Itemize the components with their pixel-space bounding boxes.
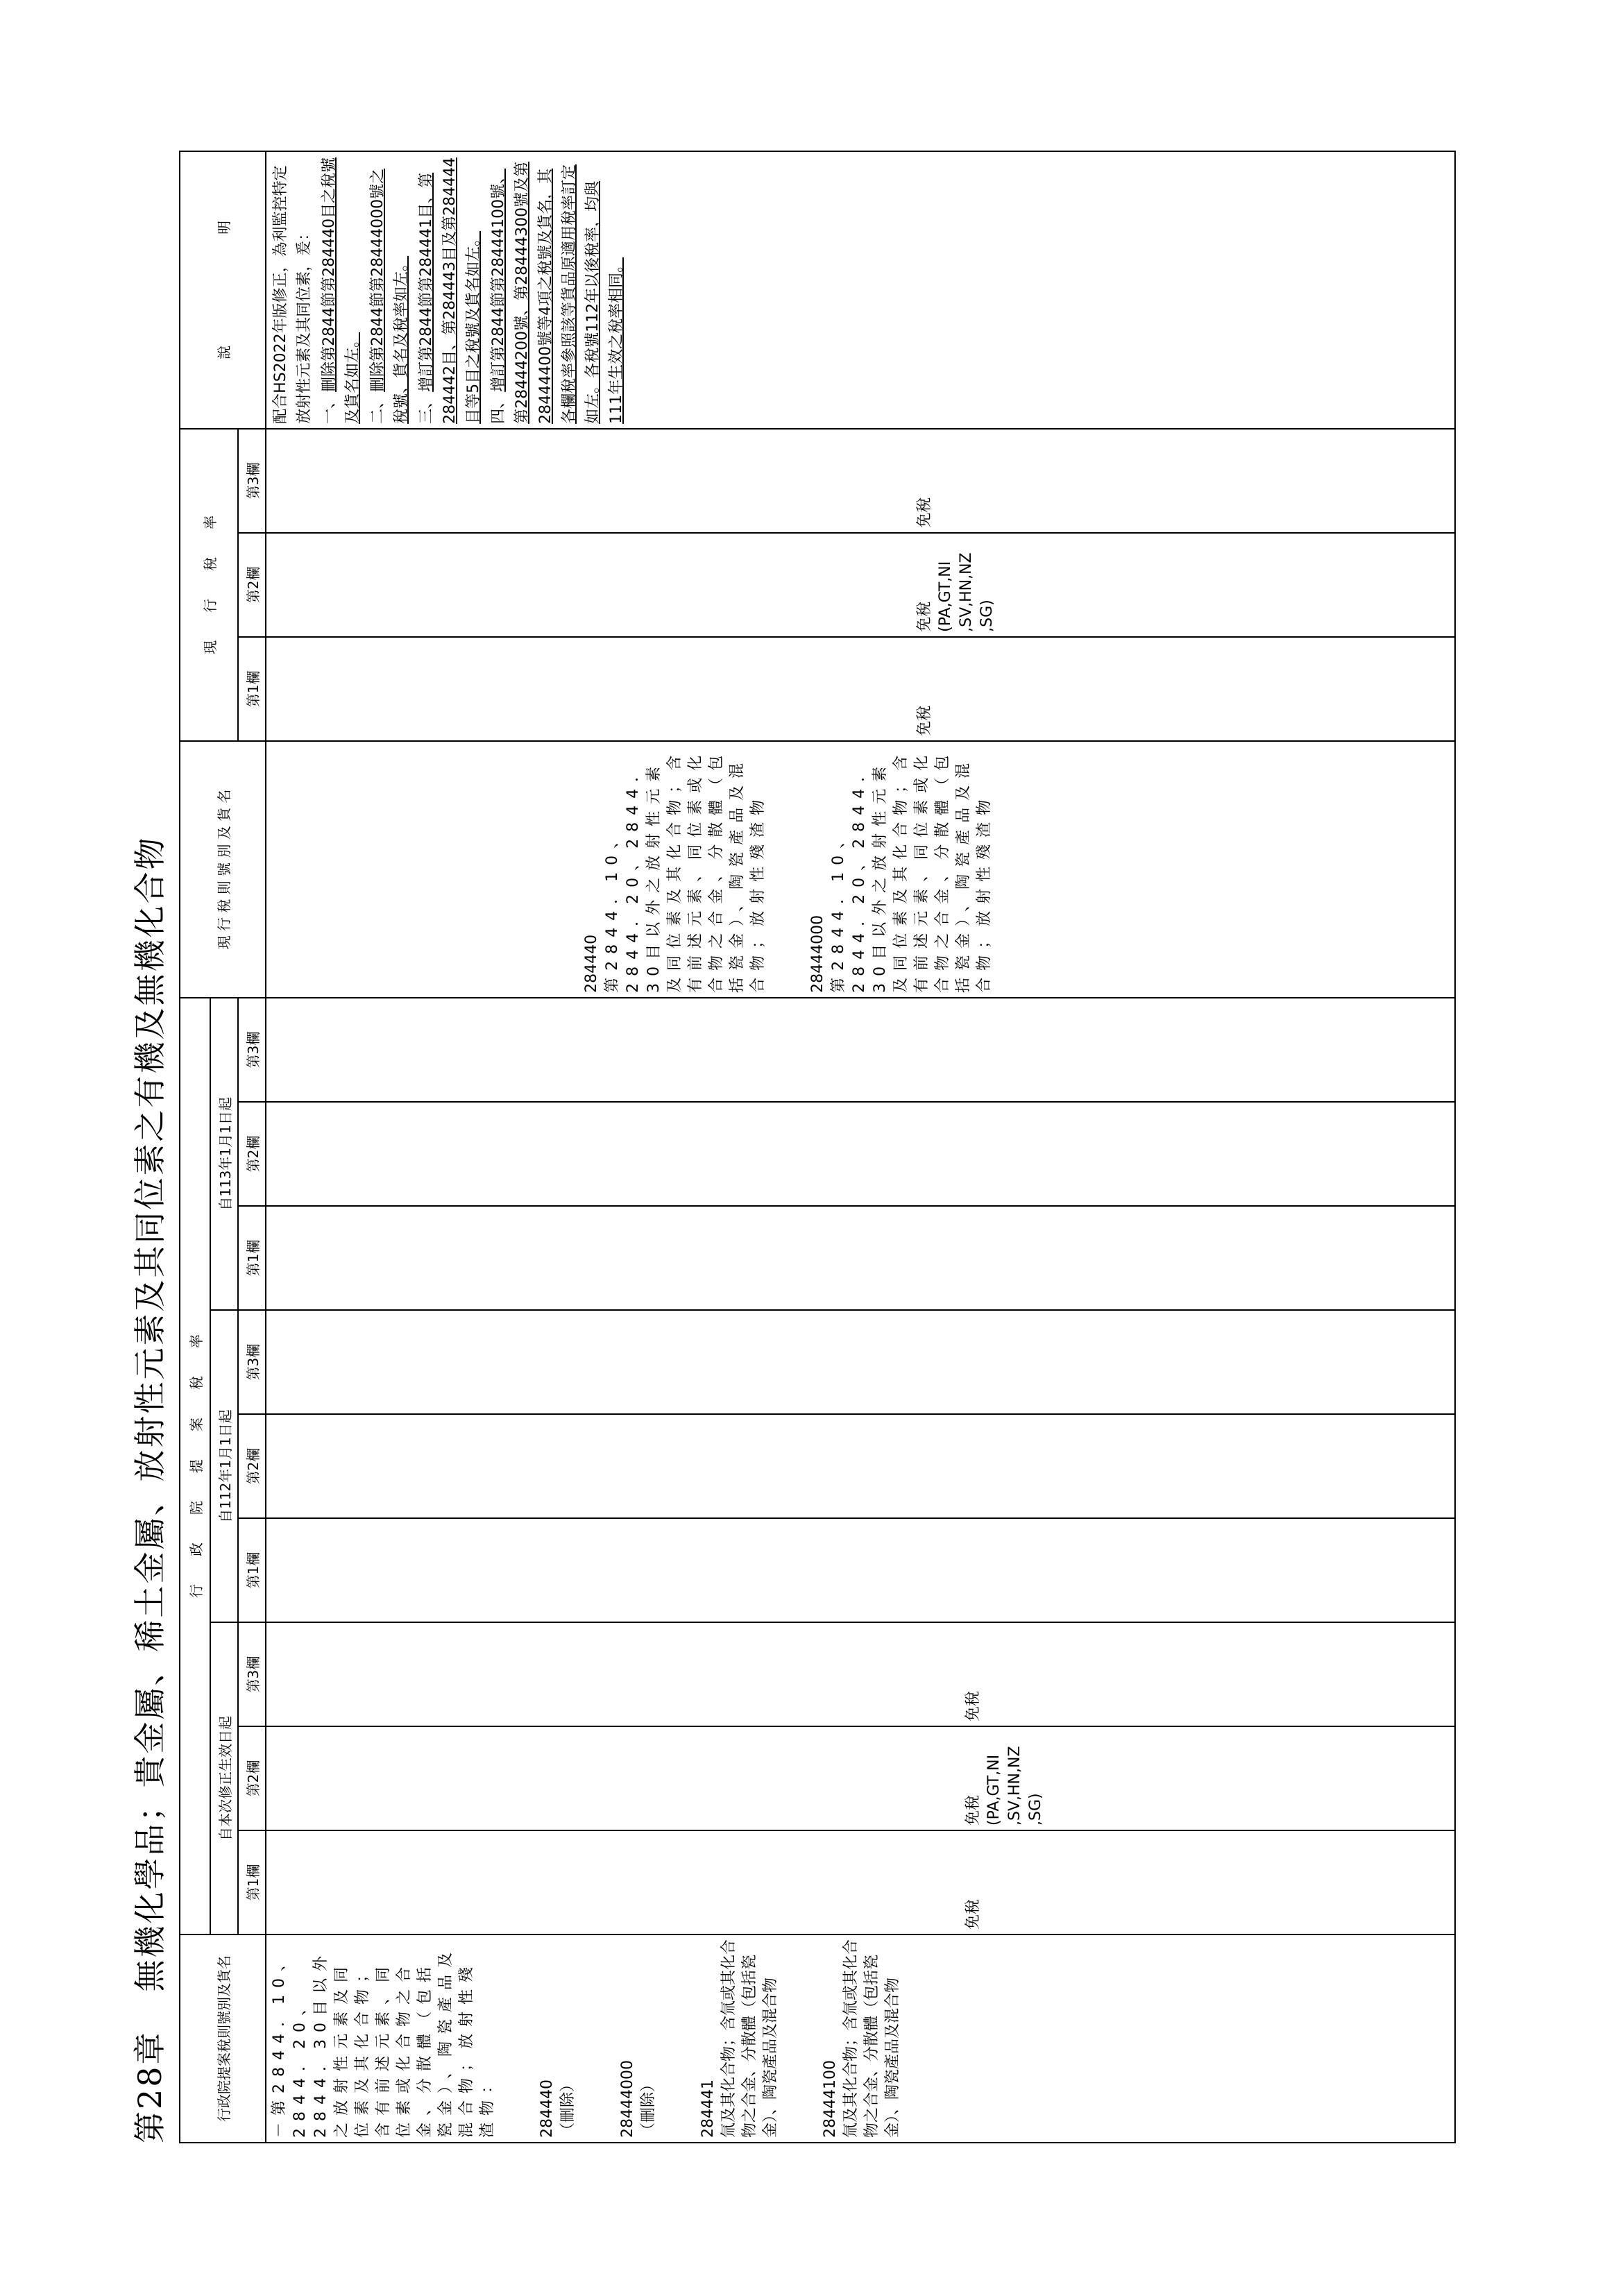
rate-value: 免稅 bbox=[965, 1690, 982, 1721]
explanation-item-text: 刪除第2844節第284440目之稅號及貨名如左。 bbox=[321, 157, 362, 424]
proposed-item-code: 28444100 bbox=[822, 2060, 839, 2138]
header-col1: 第1欄 bbox=[238, 1206, 266, 1310]
explanation-item bbox=[366, 156, 414, 424]
current-item bbox=[808, 746, 995, 993]
explanation-item bbox=[415, 156, 486, 424]
rate-value: 免稅 (PA,GT,NI ,SV,HN,NZ ,SG) bbox=[965, 1746, 1044, 1826]
explanation-item-text: 增訂第2844節第284441目、第284442目、第284443目及第284444目等5目之稅號及貨名如左。 bbox=[418, 157, 482, 424]
proposed-rate-2024-col2 bbox=[266, 1102, 1455, 1206]
header-explanation: 說 明 bbox=[180, 151, 266, 429]
proposed-item-desc: 氚及其化合物；含氚或其化合物之合金、分散體（包括瓷金）、陶瓷產品及混合物 bbox=[720, 1939, 779, 2138]
header-col1: 第1欄 bbox=[238, 1518, 266, 1622]
header-current-rates: 現 行 稅 率 bbox=[180, 429, 238, 741]
explanation-intro: 配合HS2022年版修正，為利監控特定放射性元素及其同位素，爰： bbox=[272, 165, 313, 424]
rate-value: 免稅 (PA,GT,NI ,SV,HN,NZ ,SG) bbox=[916, 552, 996, 632]
proposed-item bbox=[698, 1939, 781, 2138]
explanation-item bbox=[318, 156, 365, 424]
chapter-name: 無機化學品；貴金屬、稀土金屬、放射性元素及其同位素之有機及無機化合物 bbox=[131, 835, 169, 1992]
proposed-item bbox=[269, 1939, 498, 2138]
current-items-cell bbox=[266, 741, 1455, 998]
header-period-effective: 自本次修正生效日起 bbox=[210, 1622, 238, 1934]
proposed-rate-2023-col2 bbox=[266, 1414, 1455, 1518]
header-proposed-rates: 行 政 院 提 案 稅 率 bbox=[180, 998, 210, 1934]
explanation-cell bbox=[266, 151, 1455, 429]
proposed-item-desc: 氚及其化合物；含氚或其化合物之合金、分散體（包括瓷金）、陶瓷產品及混合物 bbox=[842, 1939, 901, 2138]
current-item-code: 284440 bbox=[583, 934, 600, 993]
proposed-rate-col2 bbox=[266, 1726, 1455, 1830]
header-col2: 第2欄 bbox=[238, 1102, 266, 1206]
proposed-items-cell bbox=[266, 1934, 1455, 2143]
header-col2: 第2欄 bbox=[238, 1414, 266, 1518]
header-period-2024: 自113年1月1日起 bbox=[210, 998, 238, 1310]
current-item-desc: 第2844．10、2844．20、2844．30目以外之放射性元素及同位素及其化合物；含有前述元素、同位素或化合物之合金、分散體（包括瓷金）、陶瓷產品及混合物；放射性殘渣物 bbox=[604, 748, 767, 993]
explanation-item-number: 二、 bbox=[369, 393, 386, 424]
explanation-item-text: 刪除第2844節第28444000號之稅號、貨名及稅率如左。 bbox=[369, 168, 410, 424]
header-col1: 第1欄 bbox=[238, 1830, 266, 1934]
header-current-items: 現 行 稅 則 號 別 及 貨 名 bbox=[180, 741, 266, 998]
current-item bbox=[581, 746, 769, 993]
proposed-rate-2023-col1 bbox=[266, 1518, 1455, 1622]
page-title bbox=[125, 145, 171, 2143]
header-col3: 第3欄 bbox=[238, 1310, 266, 1414]
chapter-number: 第28章 bbox=[131, 2030, 169, 2143]
proposed-rate-2023-col3 bbox=[266, 1310, 1455, 1414]
current-rate-col3 bbox=[266, 429, 1455, 533]
proposed-item bbox=[618, 1939, 659, 2138]
header-col3: 第3欄 bbox=[238, 998, 266, 1102]
explanation-item-number: 一、 bbox=[321, 393, 338, 424]
explanation-item-number: 四、 bbox=[490, 393, 507, 424]
tariff-table bbox=[179, 151, 1456, 2143]
rate-value: 免稅 bbox=[965, 1898, 982, 1930]
proposed-rate-2024-col1 bbox=[266, 1206, 1455, 1310]
current-item-code: 28444000 bbox=[809, 915, 826, 993]
explanation-list bbox=[318, 156, 629, 424]
header-col2: 第2欄 bbox=[238, 533, 266, 637]
proposed-item-desc: （刪除） bbox=[640, 2076, 657, 2138]
proposed-item-code: 284440 bbox=[538, 2080, 556, 2138]
proposed-rate-col3 bbox=[266, 1622, 1455, 1726]
header-col2: 第2欄 bbox=[238, 1726, 266, 1830]
header-proposed-items: 行政院提案稅則號別及貨名 bbox=[180, 1934, 266, 2143]
current-rate-col1 bbox=[266, 637, 1455, 741]
proposed-rate-col1 bbox=[266, 1830, 1455, 1934]
proposed-item-code: 28444000 bbox=[619, 2060, 636, 2138]
header-period-2023: 自112年1月1日起 bbox=[210, 1310, 238, 1622]
current-item-desc: 第2844．10、2844．20、2844．30目以外之放射性元素及同位素及其化合物；含有前述元素、同位素或化合物之合金、分散體（包括瓷金）、陶瓷產品及混合物；放射性殘渣物 bbox=[830, 748, 993, 993]
proposed-item-desc: （刪除） bbox=[559, 2076, 577, 2138]
explanation-item-number: 三、 bbox=[418, 393, 435, 424]
proposed-item-desc: －第2844．10、2844．20、2844．30目以外之放射性元素及同位素及其化合物；含有前述元素、同位素或化合物之合金、分散體（包括瓷金）、陶瓷產品及混合物；放射性殘渣物： bbox=[271, 1945, 496, 2138]
header-col1: 第1欄 bbox=[238, 637, 266, 741]
header-col3: 第3欄 bbox=[238, 1622, 266, 1726]
current-rate-col2 bbox=[266, 533, 1455, 637]
explanation-item bbox=[487, 156, 629, 424]
proposed-item-code: 284441 bbox=[699, 2080, 717, 2138]
explanation-item-text: 增訂第2844節第28444100號、第28444200號、第28444300號及第28444400號等4項之稅號及貨名，其各欄稅率參照該等貨品原適用稅率訂定如左。各稅號112年以後稅率，均與111年生效之稅率相同。 bbox=[490, 161, 625, 424]
proposed-item bbox=[537, 1939, 579, 2138]
proposed-item bbox=[820, 1939, 903, 2138]
proposed-rate-2024-col3 bbox=[266, 998, 1455, 1102]
header-col3: 第3欄 bbox=[238, 429, 266, 533]
rate-value: 免稅 bbox=[916, 705, 933, 736]
rate-value: 免稅 bbox=[916, 497, 933, 528]
